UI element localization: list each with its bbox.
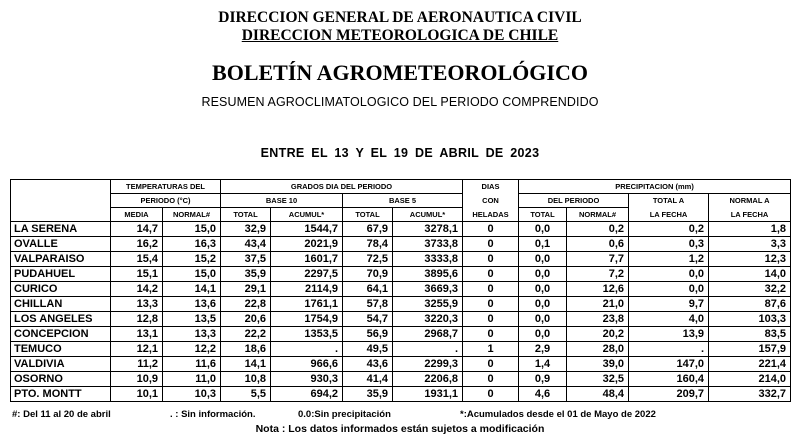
temperatures-header: TEMPERATURAS DEL — [111, 180, 221, 194]
total-to-date-cell: 13,9 — [629, 327, 709, 342]
base5-total-header: TOTAL — [343, 208, 393, 222]
frost-days-cell: 0 — [463, 372, 519, 387]
frost-days-header-3: HELADAS — [463, 208, 519, 222]
total-to-date-cell: 0,0 — [629, 267, 709, 282]
base10-total-cell: 29,1 — [221, 282, 271, 297]
normal-to-date-cell: 214,0 — [709, 372, 791, 387]
base10-total-cell: 20,6 — [221, 312, 271, 327]
station-cell: CHILLAN — [11, 297, 111, 312]
total-to-date-cell: 1,2 — [629, 252, 709, 267]
base10-acum-cell: 1754,9 — [271, 312, 343, 327]
total-to-date-cell: 160,4 — [629, 372, 709, 387]
normal-to-date-cell: 3,3 — [709, 237, 791, 252]
normal-temp-cell: 11,6 — [163, 357, 221, 372]
base10-total-cell: 32,9 — [221, 222, 271, 237]
base10-total-cell: 5,5 — [221, 387, 271, 402]
normal-temp-cell: 13,3 — [163, 327, 221, 342]
station-header-cell — [11, 194, 111, 208]
header-row-1 — [11, 180, 791, 194]
base10-acum-cell: 1544,7 — [271, 222, 343, 237]
station-cell: CONCEPCION — [11, 327, 111, 342]
normal-temp-cell: 16,3 — [163, 237, 221, 252]
station-header-cell — [11, 180, 111, 194]
table-row — [11, 267, 791, 282]
table-row — [11, 282, 791, 297]
base5-total-cell: 41,4 — [343, 372, 393, 387]
precip-total-cell: 0,0 — [519, 222, 567, 237]
normal-temp-cell: 13,5 — [163, 312, 221, 327]
frost-days-cell: 0 — [463, 237, 519, 252]
base5-total-cell: 67,9 — [343, 222, 393, 237]
base10-total-header: TOTAL — [221, 208, 271, 222]
mean-temp-cell: 10,9 — [111, 372, 163, 387]
total-to-date-cell: 0,3 — [629, 237, 709, 252]
base10-acum-cell: 1601,7 — [271, 252, 343, 267]
base10-total-cell: 22,2 — [221, 327, 271, 342]
total-to-date-cell: 0,2 — [629, 222, 709, 237]
base10-acum-cell: 694,2 — [271, 387, 343, 402]
base10-acum-cell: 930,3 — [271, 372, 343, 387]
base10-acum-cell: 966,6 — [271, 357, 343, 372]
frost-days-cell: 0 — [463, 312, 519, 327]
normal-temp-cell: 12,2 — [163, 342, 221, 357]
station-cell: PTO. MONTT — [11, 387, 111, 402]
frost-days-cell: 0 — [463, 252, 519, 267]
period-range: ENTRE EL 13 Y EL 19 DE ABRIL DE 2023 — [260, 146, 540, 160]
mean-temp-cell: 10,1 — [111, 387, 163, 402]
station-header-cell — [11, 208, 111, 222]
frost-days-cell: 1 — [463, 342, 519, 357]
frost-days-header-1: DIAS — [463, 180, 519, 194]
precip-normal-cell: 7,2 — [567, 267, 629, 282]
precip-total-cell: 0,0 — [519, 312, 567, 327]
normal-temp-cell: 15,2 — [163, 252, 221, 267]
table-row — [11, 297, 791, 312]
header-row-3 — [11, 208, 791, 222]
precip-normal-cell: 7,7 — [567, 252, 629, 267]
frost-days-cell: 0 — [463, 222, 519, 237]
precip-total-cell: 0,1 — [519, 237, 567, 252]
base10-acum-header: ACUMUL* — [271, 208, 343, 222]
precipitation-header: PRECIPITACION (mm) — [519, 180, 791, 194]
base5-acum-cell: 2206,8 — [393, 372, 463, 387]
frost-days-cell: 0 — [463, 267, 519, 282]
precip-normal-cell: 23,8 — [567, 312, 629, 327]
normal-to-date-cell: 32,2 — [709, 282, 791, 297]
service-name-text: DIRECCION METEOROLOGICA DE CHILE — [241, 27, 559, 44]
base5-acum-cell: 3669,3 — [393, 282, 463, 297]
normal-to-date-cell: 12,3 — [709, 252, 791, 267]
base10-acum-cell: 1761,1 — [271, 297, 343, 312]
normal-to-date-cell: 332,7 — [709, 387, 791, 402]
mean-temp-cell: 15,1 — [111, 267, 163, 282]
base10-acum-cell: 1353,5 — [271, 327, 343, 342]
total-to-date-header-2: LA FECHA — [629, 208, 709, 222]
mean-temp-cell: 13,1 — [111, 327, 163, 342]
base10-header: BASE 10 — [221, 194, 343, 208]
precip-total-cell: 0,0 — [519, 252, 567, 267]
normal-to-date-cell: 83,5 — [709, 327, 791, 342]
frost-days-cell: 0 — [463, 357, 519, 372]
base5-total-cell: 43,6 — [343, 357, 393, 372]
table-row — [11, 387, 791, 402]
temperatures-header-2: PERIODO (°C) — [111, 194, 221, 208]
normal-temp-header: NORMAL# — [163, 208, 221, 222]
frost-days-cell: 0 — [463, 297, 519, 312]
precip-normal-cell: 12,6 — [567, 282, 629, 297]
base10-total-cell: 10,8 — [221, 372, 271, 387]
normal-to-date-cell: 87,6 — [709, 297, 791, 312]
table-row — [11, 237, 791, 252]
precip-total-cell: 0,0 — [519, 297, 567, 312]
total-to-date-cell: 9,7 — [629, 297, 709, 312]
precip-total-cell: 0,0 — [519, 267, 567, 282]
mean-temp-cell: 14,7 — [111, 222, 163, 237]
normal-temp-cell: 10,3 — [163, 387, 221, 402]
precip-total-cell: 2,9 — [519, 342, 567, 357]
footnote-normal-period: #: Del 11 al 20 de abril — [12, 409, 111, 420]
base10-total-cell: 22,8 — [221, 297, 271, 312]
station-cell: LOS ANGELES — [11, 312, 111, 327]
precip-normal-cell: 39,0 — [567, 357, 629, 372]
base10-total-cell: 14,1 — [221, 357, 271, 372]
base10-total-cell: 43,4 — [221, 237, 271, 252]
normal-temp-cell: 15,0 — [163, 267, 221, 282]
table-row — [11, 327, 791, 342]
base5-total-cell: 72,5 — [343, 252, 393, 267]
base5-total-cell: 56,9 — [343, 327, 393, 342]
bulletin-title: BOLETÍN AGROMETEOROLÓGICO — [212, 60, 588, 85]
frost-days-header-2: CON — [463, 194, 519, 208]
base5-total-cell: 64,1 — [343, 282, 393, 297]
footnote-no-info: . : Sin información. — [170, 409, 256, 420]
header-row-2 — [11, 194, 791, 208]
mean-temp-cell: 16,2 — [111, 237, 163, 252]
table-row — [11, 357, 791, 372]
base5-acum-cell: 2968,7 — [393, 327, 463, 342]
normal-to-date-header-2: LA FECHA — [709, 208, 791, 222]
degree-days-header: GRADOS DIA DEL PERIODO — [221, 180, 463, 194]
base5-acum-cell: 2299,3 — [393, 357, 463, 372]
normal-to-date-header-1: NORMAL A — [709, 194, 791, 208]
bulletin-subtitle: RESUMEN AGROCLIMATOLOGICO DEL PERIODO COMPRENDIDO — [201, 95, 599, 109]
base10-acum-cell: . — [271, 342, 343, 357]
mean-temp-cell: 13,3 — [111, 297, 163, 312]
base5-acum-cell: 3333,8 — [393, 252, 463, 267]
agroclimatic-table — [10, 179, 791, 402]
precip-normal-cell: 0,6 — [567, 237, 629, 252]
precip-normal-cell: 20,2 — [567, 327, 629, 342]
base5-total-cell: 70,9 — [343, 267, 393, 282]
base5-total-cell: 78,4 — [343, 237, 393, 252]
normal-to-date-cell: 103,3 — [709, 312, 791, 327]
mean-temp-cell: 12,1 — [111, 342, 163, 357]
base5-total-cell: 49,5 — [343, 342, 393, 357]
station-cell: OSORNO — [11, 372, 111, 387]
station-cell: VALPARAISO — [11, 252, 111, 267]
total-to-date-cell: . — [629, 342, 709, 357]
total-to-date-cell: 0,0 — [629, 282, 709, 297]
station-cell: TEMUCO — [11, 342, 111, 357]
precip-total-cell: 0,9 — [519, 372, 567, 387]
frost-days-cell: 0 — [463, 282, 519, 297]
table-row — [11, 312, 791, 327]
precip-normal-cell: 32,5 — [567, 372, 629, 387]
precip-total-cell: 0,0 — [519, 282, 567, 297]
normal-to-date-cell: 157,9 — [709, 342, 791, 357]
base5-acum-cell: 3278,1 — [393, 222, 463, 237]
base5-header: BASE 5 — [343, 194, 463, 208]
base5-acum-header: ACUMUL* — [393, 208, 463, 222]
table-row — [11, 372, 791, 387]
precip-normal-cell: 28,0 — [567, 342, 629, 357]
precip-normal-header: NORMAL# — [567, 208, 629, 222]
table-row — [11, 222, 791, 237]
normal-temp-cell: 11,0 — [163, 372, 221, 387]
normal-temp-cell: 15,0 — [163, 222, 221, 237]
note: Nota : Los datos informados están sujetos a modificación — [255, 423, 545, 435]
station-cell: OVALLE — [11, 237, 111, 252]
base5-acum-cell: 3733,8 — [393, 237, 463, 252]
base10-acum-cell: 2114,9 — [271, 282, 343, 297]
base5-total-cell: 57,8 — [343, 297, 393, 312]
normal-to-date-cell: 1,8 — [709, 222, 791, 237]
mean-temp-cell: 14,2 — [111, 282, 163, 297]
mean-temp-cell: 15,4 — [111, 252, 163, 267]
station-cell: PUDAHUEL — [11, 267, 111, 282]
table-row — [11, 342, 791, 357]
precip-total-cell: 4,6 — [519, 387, 567, 402]
precip-total-cell: 0,0 — [519, 327, 567, 342]
precip-normal-cell: 21,0 — [567, 297, 629, 312]
frost-days-cell: 0 — [463, 327, 519, 342]
total-to-date-header-1: TOTAL A — [629, 194, 709, 208]
service-name — [0, 27, 800, 45]
station-cell: VALDIVIA — [11, 357, 111, 372]
base10-acum-cell: 2297,5 — [271, 267, 343, 282]
precip-normal-cell: 0,2 — [567, 222, 629, 237]
table-row — [11, 252, 791, 267]
mean-temp-cell: 11,2 — [111, 357, 163, 372]
org-name: DIRECCION GENERAL DE AERONAUTICA CIVIL — [218, 9, 582, 26]
station-cell: CURICO — [11, 282, 111, 297]
precip-normal-cell: 48,4 — [567, 387, 629, 402]
base5-acum-cell: 1931,1 — [393, 387, 463, 402]
footnote-no-precip: 0.0:Sin precipitación — [298, 409, 391, 420]
precip-total-header: TOTAL — [519, 208, 567, 222]
station-cell: LA SERENA — [11, 222, 111, 237]
mean-temp-cell: 12,8 — [111, 312, 163, 327]
total-to-date-cell: 209,7 — [629, 387, 709, 402]
total-to-date-cell: 4,0 — [629, 312, 709, 327]
base5-total-cell: 35,9 — [343, 387, 393, 402]
base5-acum-cell: . — [393, 342, 463, 357]
base5-acum-cell: 3255,9 — [393, 297, 463, 312]
footnote-accumulated: *:Acumulados desde el 01 de Mayo de 2022 — [460, 409, 656, 420]
base5-total-cell: 54,7 — [343, 312, 393, 327]
base5-acum-cell: 3220,3 — [393, 312, 463, 327]
base10-total-cell: 35,9 — [221, 267, 271, 282]
base10-total-cell: 37,5 — [221, 252, 271, 267]
normal-temp-cell: 14,1 — [163, 282, 221, 297]
media-header: MEDIA — [111, 208, 163, 222]
normal-to-date-cell: 14,0 — [709, 267, 791, 282]
period-precip-header: DEL PERIODO — [519, 194, 629, 208]
precip-total-cell: 1,4 — [519, 357, 567, 372]
base10-acum-cell: 2021,9 — [271, 237, 343, 252]
normal-temp-cell: 13,6 — [163, 297, 221, 312]
frost-days-cell: 0 — [463, 387, 519, 402]
total-to-date-cell: 147,0 — [629, 357, 709, 372]
base10-total-cell: 18,6 — [221, 342, 271, 357]
base5-acum-cell: 3895,6 — [393, 267, 463, 282]
normal-to-date-cell: 221,4 — [709, 357, 791, 372]
